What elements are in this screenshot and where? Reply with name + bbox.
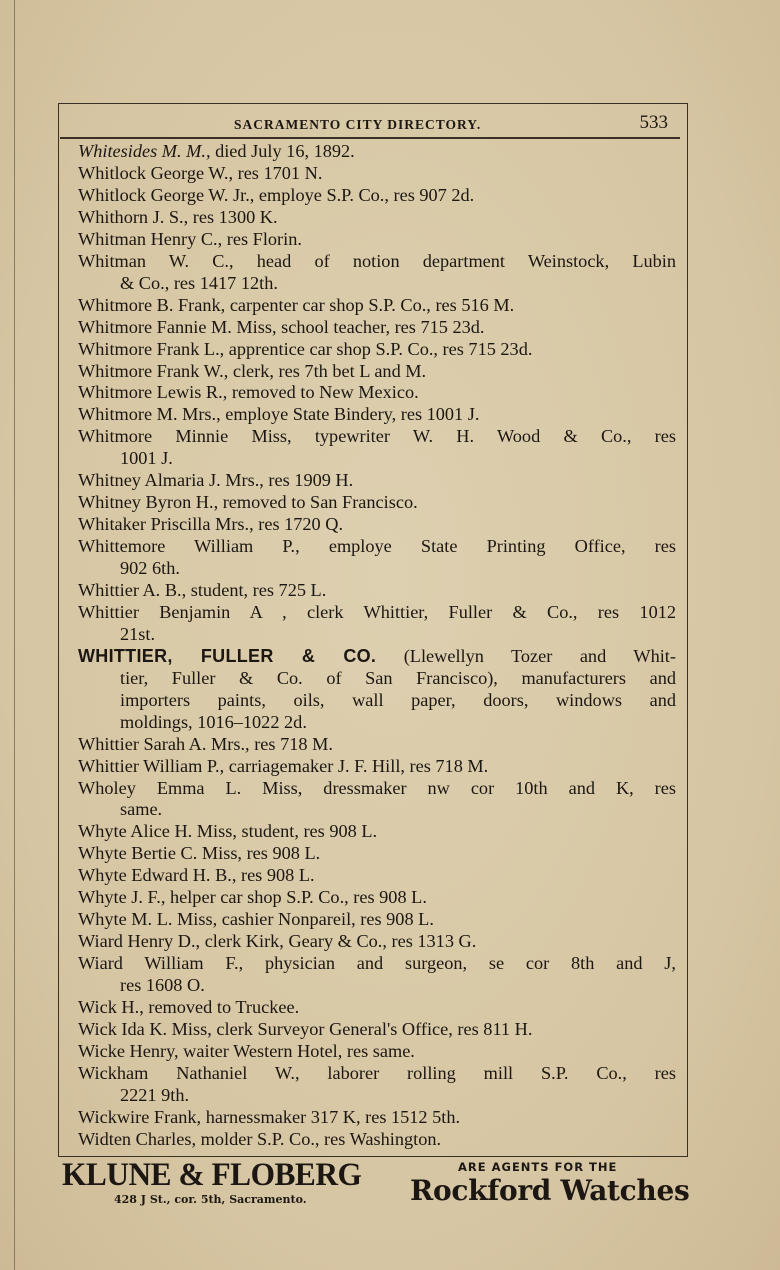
entry-name: Whitmore Fannie M. Miss, [78,316,277,337]
entry-details: clerk Surveyor General's Office, res 811 H. [211,1018,533,1039]
advertisement-footer [62,1157,712,1210]
entry-name: Widten Charles, [78,1128,197,1149]
entry-line [78,646,676,668]
entry-details: died July 16, 1892. [210,141,355,161]
entry-details: res 1909 H. [263,470,354,491]
entry-details: clerk Whittier, Fuller & Co., res 1012 [286,601,676,622]
entry-name: Whittemore William P., [78,536,300,557]
directory-entry [78,229,676,251]
directory-entry [78,382,676,404]
entry-name: Whyte Alice H. Miss, [78,821,237,842]
entry-line [78,1107,676,1129]
entry-line [78,426,676,448]
entry-name: WHITTIER, FULLER & CO. [78,645,377,666]
entry-name: Whyte Bertie C. Miss, [78,843,243,864]
directory-entry [78,514,676,536]
directory-entry [78,1107,676,1129]
entry-line [78,778,676,800]
entry-details: harnessmaker 317 K, res 1512 5th. [201,1106,461,1127]
entry-line [78,602,676,624]
entry-name: Whitmore Frank L., [78,338,225,359]
entry-line [78,887,676,909]
entry-line [78,185,676,207]
entry-continuation-line: tier, Fuller & Co. of San Francisco), manufacturers and [120,667,676,688]
entry-details: carriagemaker J. F. Hill, res 718 M. [224,755,489,776]
directory-entry [78,470,676,492]
entry-name: Whyte M. L. Miss, [78,909,218,930]
directory-entry [78,887,676,909]
entry-line [78,536,676,558]
directory-entry [78,185,676,207]
entry-continuation-line: same. [120,799,163,820]
entry-details: laborer rolling mill S.P. Co., res [299,1062,676,1083]
entry-line [78,909,676,931]
entry-name: Whitlock George W., [78,162,234,183]
entry-details: cashier Nonpareil, res 908 L. [217,909,434,930]
entry-details: helper car shop S.P. Co., res 908 L. [165,887,427,908]
entry-details: employe S.P. Co., res 907 2d. [254,184,475,205]
entry-details: school teacher, res 715 23d. [276,316,485,337]
entry-continuation-line: 1001 J. [120,448,173,469]
entry-details: student, res 725 L. [186,580,327,601]
entry-line [78,295,676,317]
entry-line [78,953,676,975]
entry-details: removed to Truckee. [143,997,300,1018]
entry-name: Whitmore M. Mrs., [78,404,221,425]
entry-details: waiter Western Hotel, res same. [178,1040,415,1061]
entry-line [78,1063,676,1085]
entry-continuation-line: & Co., res 1417 12th. [120,272,278,293]
directory-entry [78,821,676,843]
entry-details: removed to New Mexico. [227,382,419,403]
directory-entry [78,778,676,822]
directory-entry [78,404,676,426]
entry-name: Wholey Emma L. Miss, [78,777,303,798]
directory-entry [78,317,676,339]
directory-entry [78,141,676,163]
entry-line [78,865,676,887]
directory-entry [78,536,676,580]
entry-details: (Llewellyn Tozer and Whit- [376,645,676,666]
running-header [58,112,686,138]
entry-line [78,756,676,778]
directory-entry [78,602,676,646]
entry-details: head of notion department Weinstock, Lubin [233,250,676,271]
entry-details: molder S.P. Co., res Washington. [196,1128,442,1149]
directory-entry [78,997,676,1019]
entry-details: res 908 L. [236,865,315,886]
entry-name: Wickwire Frank, [78,1106,202,1127]
entry-name: Whitman Henry C., [78,228,223,249]
entry-continuation-line: 2221 9th. [120,1084,190,1105]
entry-details: res 1300 K. [188,206,278,227]
ad-firm-name: KLUNE & FLOBERG [62,1157,362,1193]
directory-entry [78,1129,676,1151]
entry-continuation-line: 902 6th. [120,558,180,579]
entry-line [78,339,676,361]
entry-line [78,163,676,185]
directory-entry [78,953,676,997]
directory-entry [78,865,676,887]
directory-entry [78,361,676,383]
entry-line [78,229,676,251]
entry-name: Whithorn J. S., [78,206,189,227]
entry-name: Whyte J. F., [78,887,166,908]
entry-details: res 718 M. [249,733,333,754]
ad-brand: Rockford Watches [410,1174,690,1207]
entry-details: res 1701 N. [233,162,323,183]
entry-details: removed to San Francisco. [218,492,418,513]
entry-name: Wick H., [78,997,144,1018]
directory-entry [78,1063,676,1107]
entry-details: res 908 L. [242,843,321,864]
entry-details: typewriter W. H. Wood & Co., res [291,426,676,447]
entry-line [78,514,676,536]
directory-entry [78,163,676,185]
directory-entry [78,843,676,865]
entry-details: clerk, res 7th bet L and M. [228,360,427,381]
entry-details: res 1720 Q. [253,514,344,535]
entry-line [78,1041,676,1063]
page-edge-line [14,0,15,1270]
entry-name: Whitmore Frank W., [78,360,229,381]
entry-line [78,1019,676,1041]
entry-line [78,492,676,514]
entry-continuation-line: moldings, 1016–1022 2d. [120,711,307,732]
directory-entry [78,734,676,756]
entry-details: student, res 908 L. [236,821,378,842]
entry-line [78,361,676,383]
entry-name: Whitman W. C., [78,250,234,271]
entry-line [78,997,676,1019]
directory-entry [78,1041,676,1063]
entry-details: clerk Kirk, Geary & Co., res 1313 G. [200,931,477,952]
entry-line [78,207,676,229]
directory-entry [78,909,676,931]
entry-details: employe State Bindery, res 1001 J. [220,404,480,425]
directory-entry [78,426,676,470]
entry-name: Whittier Sarah A. Mrs., [78,733,250,754]
page-number: 533 [639,112,668,133]
directory-entry [78,295,676,317]
entry-line [78,317,676,339]
entry-name: Whitney Byron H., [78,492,219,513]
entry-line [78,1129,676,1151]
entry-details: employe State Printing Office, res [299,536,677,557]
directory-entry [78,1019,676,1041]
entry-name: Whittier William P., [78,755,225,776]
entry-line [78,404,676,426]
entry-name: Whitmore B. Frank, [78,294,226,315]
entry-details: physician and surgeon, se cor 8th and J, [243,953,676,974]
entry-line [78,580,676,602]
directory-entry [78,756,676,778]
entry-details: dressmaker nw cor 10th and K, res [302,777,676,798]
directory-entry [78,207,676,229]
entry-details: apprentice car shop S.P. Co., res 715 23d. [224,338,533,359]
entry-line [78,931,676,953]
entry-line [78,734,676,756]
entry-line [78,251,676,273]
directory-entry [78,492,676,514]
entry-name: Wick Ida K. Miss, [78,1018,212,1039]
entry-name: Whittier Benjamin A , [78,601,287,622]
entry-line [78,470,676,492]
directory-entry [78,251,676,295]
entry-name: Whitlock George W. Jr., [78,184,255,205]
entry-continuation-line: res 1608 O. [120,975,205,996]
ad-tagline: ARE AGENTS FOR THE [458,1160,618,1174]
entry-name: Wicke Henry, [78,1040,179,1061]
entry-name: Whitesides M. M., [78,141,211,161]
header-rule [60,137,680,139]
entry-name: Wiard William F., [78,953,244,974]
directory-entry [78,931,676,953]
entry-name: Whitaker Priscilla Mrs., [78,514,254,535]
directory-entries [78,141,676,1151]
running-title: SACRAMENTO CITY DIRECTORY. [234,117,482,132]
entry-name: Whitney Almaria J. Mrs., [78,470,264,491]
entry-name: Whitmore Minnie Miss, [78,426,292,447]
directory-entry [78,646,676,734]
ad-address: 428 J St., cor. 5th, Sacramento. [114,1193,307,1206]
entry-continuation-line: importers paints, oils, wall paper, doors, windows and [120,689,676,710]
entry-details: res Florin. [222,228,302,249]
entry-continuation-line: 21st. [120,623,156,644]
entry-name: Wiard Henry D., [78,931,201,952]
entry-line [78,821,676,843]
entry-line [78,843,676,865]
directory-entry [78,580,676,602]
entry-name: Whittier A. B., [78,580,187,601]
directory-entry [78,339,676,361]
entry-name: Whyte Edward H. B., [78,865,237,886]
entry-details: carpenter car shop S.P. Co., res 516 M. [225,294,515,315]
entry-line [78,141,676,163]
entry-line [78,382,676,404]
entry-name: Whitmore Lewis R., [78,382,228,403]
entry-name: Wickham Nathaniel W., [78,1062,300,1083]
